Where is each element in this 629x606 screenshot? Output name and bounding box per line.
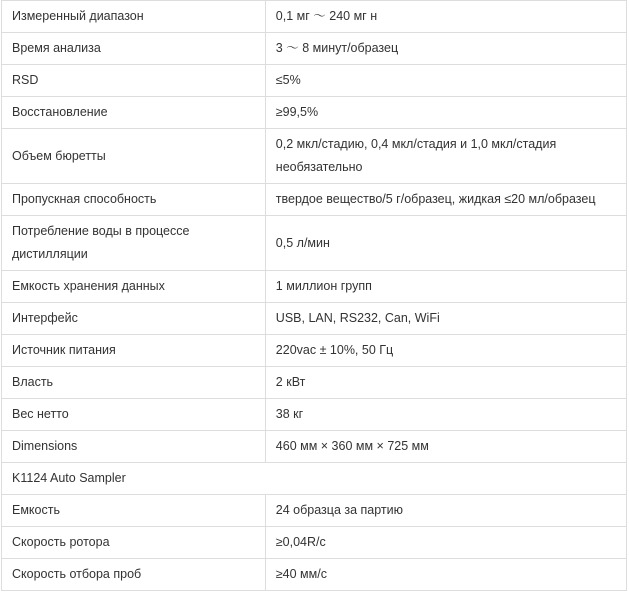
table-row xyxy=(2,33,627,65)
section-title: K1124 Auto Sampler xyxy=(2,463,627,495)
row-value: 460 мм × 360 мм × 725 мм xyxy=(265,431,626,463)
table-row xyxy=(2,303,627,335)
row-value: ≤5% xyxy=(265,65,626,97)
row-label: Потребление воды в процессе дистилляции xyxy=(2,216,266,271)
row-label: Dimensions xyxy=(2,431,266,463)
table-row xyxy=(2,97,627,129)
row-label: Скорость отбора проб xyxy=(2,559,266,591)
section-header-row xyxy=(2,463,627,495)
row-label: Емкость хранения данных xyxy=(2,271,266,303)
row-label: Объем бюретты xyxy=(2,129,266,184)
row-value: 2 кВт xyxy=(265,367,626,399)
specification-table xyxy=(1,0,627,591)
row-label: Измеренный диапазон xyxy=(2,1,266,33)
row-label: Вес нетто xyxy=(2,399,266,431)
table-row xyxy=(2,184,627,216)
table-row xyxy=(2,65,627,97)
row-value: 0,2 мкл/стадию, 0,4 мкл/стадия и 1,0 мкл/стадия необязательно xyxy=(265,129,626,184)
row-value: ≥99,5% xyxy=(265,97,626,129)
row-value: ≥40 мм/с xyxy=(265,559,626,591)
table-row xyxy=(2,367,627,399)
row-value: твердое вещество/5 г/образец, жидкая ≤20 мл/образец xyxy=(265,184,626,216)
table-row xyxy=(2,335,627,367)
row-label: Пропускная способность xyxy=(2,184,266,216)
table-row xyxy=(2,559,627,591)
row-label: Интерфейс xyxy=(2,303,266,335)
row-label: Власть xyxy=(2,367,266,399)
row-value: 0,1 мг ～ 240 мг н xyxy=(265,1,626,33)
table-row xyxy=(2,495,627,527)
row-label: Емкость xyxy=(2,495,266,527)
row-label: Скорость ротора xyxy=(2,527,266,559)
table-row xyxy=(2,527,627,559)
row-label: Источник питания xyxy=(2,335,266,367)
table-row xyxy=(2,431,627,463)
table-row xyxy=(2,129,627,184)
table-row xyxy=(2,216,627,271)
table-row xyxy=(2,399,627,431)
row-value: ≥0,04R/с xyxy=(265,527,626,559)
row-label: RSD xyxy=(2,65,266,97)
row-value: 38 кг xyxy=(265,399,626,431)
row-value: USB, LAN, RS232, Can, WiFi xyxy=(265,303,626,335)
row-label: Время анализа xyxy=(2,33,266,65)
row-label: Восстановление xyxy=(2,97,266,129)
row-value: 3 ～ 8 минут/образец xyxy=(265,33,626,65)
table-row xyxy=(2,1,627,33)
row-value: 24 образца за партию xyxy=(265,495,626,527)
row-value: 0,5 л/мин xyxy=(265,216,626,271)
table-row xyxy=(2,271,627,303)
row-value: 220vac ± 10%, 50 Гц xyxy=(265,335,626,367)
row-value: 1 миллион групп xyxy=(265,271,626,303)
